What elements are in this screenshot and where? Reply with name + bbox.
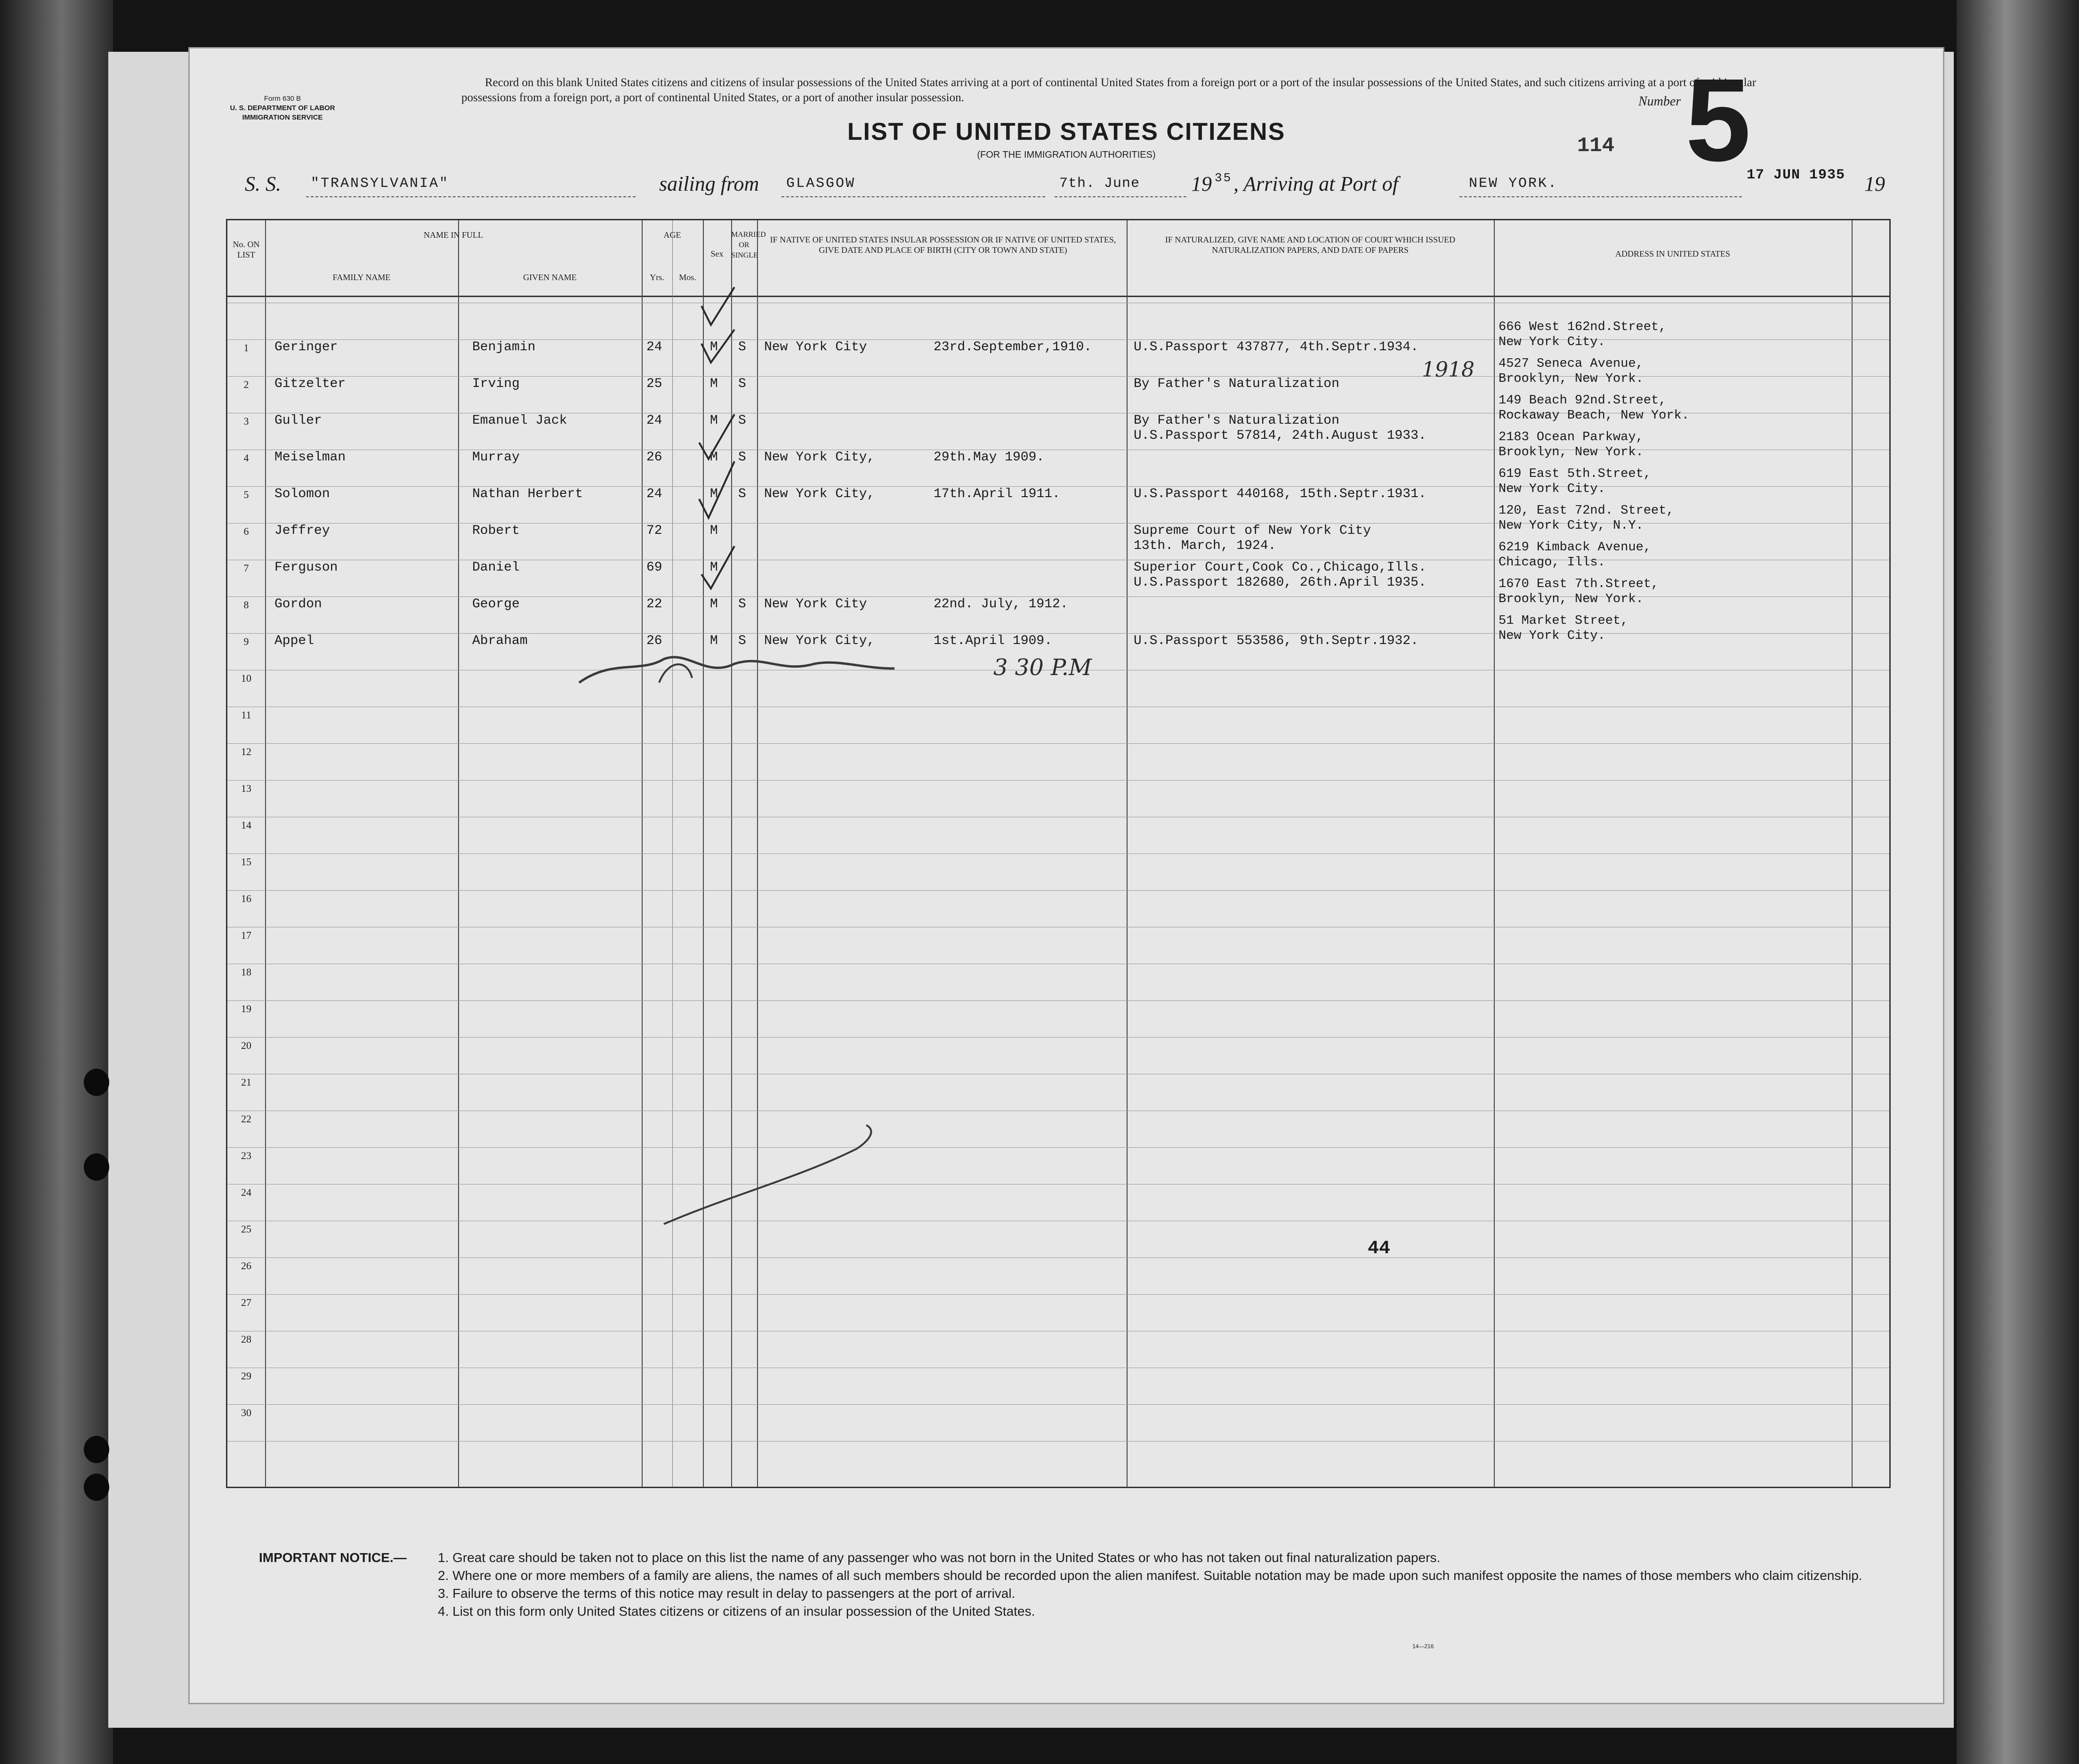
family-name-cell: Solomon <box>274 487 330 501</box>
birth-place-cell: New York City, <box>764 450 875 465</box>
year-suffix: 35 <box>1215 171 1233 185</box>
port-to-underline <box>1459 172 1742 197</box>
notice-item: 4. List on this form only United States citizens or citizens of an insular possession of the United States. <box>438 1604 1035 1619</box>
sex-cell: M <box>710 413 718 428</box>
birth-place-cell: New York City, <box>764 634 875 648</box>
manifest-page <box>188 47 1944 1704</box>
punch-hole <box>84 1436 109 1463</box>
birth-date-cell: 29th.May 1909. <box>934 450 1045 465</box>
birth-date-cell: 17th.April 1911. <box>934 487 1060 501</box>
age-cell: 25 <box>646 377 662 391</box>
sex-cell: M <box>710 597 718 612</box>
marital-status-cell: S <box>738 377 746 391</box>
scan-border-right <box>1957 0 2079 1764</box>
address-cell: New York City. <box>1499 629 1605 643</box>
family-name-cell: Jeffrey <box>274 524 330 538</box>
address-cell: Rockaway Beach, New York. <box>1499 409 1690 423</box>
age-cell: 26 <box>646 634 662 648</box>
row-number: 23 <box>241 1150 251 1161</box>
address-cell: New York City. <box>1499 335 1605 349</box>
given-name-cell: Robert <box>472 524 520 538</box>
row-rule <box>227 1037 1889 1038</box>
year-end: 19 <box>1864 172 1885 195</box>
row-number: 30 <box>241 1407 251 1418</box>
naturalization-cell: Superior Court,Cook Co.,Chicago,Ills. <box>1134 560 1426 575</box>
header-mos: Mos. <box>679 273 696 282</box>
row-number: 24 <box>241 1186 251 1198</box>
row-number: 7 <box>243 562 249 574</box>
address-cell: 619 East 5th.Street, <box>1499 467 1652 481</box>
page-number: 44 <box>1368 1238 1391 1259</box>
sex-cell: M <box>710 634 718 648</box>
row-number: 28 <box>241 1333 251 1345</box>
header-no-on-list: No. ON LIST <box>233 240 260 259</box>
punch-hole <box>84 1474 109 1501</box>
family-name-cell: Meiselman <box>274 450 346 465</box>
sex-cell: M <box>710 377 718 391</box>
row-number: 11 <box>241 709 251 721</box>
row-number: 2 <box>243 379 249 390</box>
notice-label: IMPORTANT NOTICE.— <box>259 1550 407 1565</box>
row-number: 12 <box>241 746 251 757</box>
sex-cell: M <box>710 487 718 501</box>
address-cell: 2183 Ocean Parkway, <box>1499 430 1644 444</box>
given-name-cell: Murray <box>472 450 520 465</box>
row-number: 22 <box>241 1113 251 1125</box>
row-number: 19 <box>241 1003 251 1015</box>
header-rule <box>227 296 1889 297</box>
address-cell: 120, East 72nd. Street, <box>1499 504 1674 518</box>
birth-place-cell: New York City, <box>764 487 875 501</box>
row-number: 13 <box>241 782 251 794</box>
header-address: ADDRESS IN UNITED STATES <box>1615 249 1731 258</box>
row-number: 16 <box>241 893 251 904</box>
ss-label: S. S. <box>245 172 281 195</box>
row-number: 10 <box>241 672 251 684</box>
birth-date-cell: 23rd.September,1910. <box>934 340 1092 354</box>
given-name-cell: Benjamin <box>472 340 536 354</box>
port-to: NEW YORK. <box>1469 176 1558 192</box>
row-number: 8 <box>243 599 249 611</box>
given-name-cell: Nathan Herbert <box>472 487 583 501</box>
stamp-number: 114 <box>1577 134 1615 158</box>
birth-place-cell: New York City <box>764 597 867 612</box>
marital-status-cell: S <box>738 340 746 354</box>
naturalization-cell: U.S.Passport 440168, 15th.Septr.1931. <box>1134 487 1426 501</box>
header-family-name: FAMILY NAME <box>332 273 391 282</box>
given-name-cell: Daniel <box>472 560 520 575</box>
row-rule <box>227 1294 1889 1295</box>
age-cell: 24 <box>646 413 662 428</box>
age-cell: 22 <box>646 597 662 612</box>
row-number: 20 <box>241 1039 251 1051</box>
year-prefix: 19 <box>1191 172 1212 195</box>
marital-status-cell: S <box>738 597 746 612</box>
header-sex: Sex <box>710 249 724 258</box>
service-name: IMMIGRATION SERVICE <box>242 113 323 121</box>
row-rule <box>227 743 1889 744</box>
handwritten-year: 1918 <box>1422 358 1475 382</box>
row-number: 21 <box>241 1076 251 1088</box>
age-cell: 72 <box>646 524 662 538</box>
family-name-cell: Gordon <box>274 597 322 612</box>
row-number: 17 <box>241 929 251 941</box>
address-cell: 6219 Kimback Avenue, <box>1499 540 1652 555</box>
punch-hole <box>84 1069 109 1096</box>
header-yrs: Yrs. <box>650 273 664 282</box>
given-name-cell: George <box>472 597 520 612</box>
sailing-date: 7th. June <box>1059 176 1140 192</box>
form-code: 14—216 <box>1412 1643 1434 1650</box>
header-age: AGE <box>663 230 681 240</box>
header-married-single: MARRIED OR SINGLE <box>731 231 766 259</box>
address-cell: 666 West 162nd.Street, <box>1499 320 1667 334</box>
birth-date-cell: 1st.April 1909. <box>934 634 1053 648</box>
form-instructions: Record on this blank United States citizens and citizens of insular possessions of the United States arriving at a port of continental United States from a foreign port or a port of the insular possessions of the United States, and such citizens arriving at a port of said insular possessions from a foreign port, a port of continental United States, or a port of another insular possession. <box>461 76 1757 104</box>
given-name-cell: Irving <box>472 377 520 391</box>
sex-cell: M <box>710 560 718 575</box>
date-underline <box>1055 172 1186 197</box>
row-number: 1 <box>243 342 249 354</box>
address-cell: Brooklyn, New York. <box>1499 372 1644 386</box>
given-name-cell: Abraham <box>472 634 528 648</box>
sailing-label: sailing from <box>659 172 759 195</box>
sex-cell: M <box>710 340 718 354</box>
naturalization-cell-line2: 13th. March, 1924. <box>1134 539 1276 553</box>
page-subtitle: (FOR THE IMMIGRATION AUTHORITIES) <box>977 150 1156 160</box>
family-name-cell: Gitzelter <box>274 377 346 391</box>
sex-cell: M <box>710 450 718 465</box>
row-rule <box>227 1441 1889 1442</box>
voyage-line <box>245 167 1907 200</box>
address-cell: 1670 East 7th.Street, <box>1499 577 1659 591</box>
department-name: U. S. DEPARTMENT OF LABOR <box>230 104 335 112</box>
manifest-table <box>226 219 1891 1488</box>
age-cell: 24 <box>646 340 662 354</box>
marital-status-cell: S <box>738 450 746 465</box>
ship-name: "TRANSYLVANIA" <box>311 176 450 192</box>
row-rule <box>227 1147 1889 1148</box>
number-label: Number <box>1638 94 1681 109</box>
naturalization-cell: Supreme Court of New York City <box>1134 524 1371 538</box>
handwritten-time: 3 30 P.M <box>993 654 1092 681</box>
list-number: 5 <box>1685 54 1751 185</box>
notice-item: 3. Failure to observe the terms of this notice may result in delay to passengers at the port of arrival. <box>438 1586 1015 1601</box>
family-name-cell: Geringer <box>274 340 338 354</box>
naturalization-cell-line2: U.S.Passport 182680, 26th.April 1935. <box>1134 575 1426 590</box>
header-birth: IF NATIVE OF UNITED STATES INSULAR POSSESSION OR IF NATIVE OF UNITED STATES, GIVE DATE AND PLACE OF BIRTH (CITY OR TOWN AND STATE) <box>770 235 1116 255</box>
row-number: 4 <box>243 452 249 464</box>
sex-cell: M <box>710 524 718 538</box>
marital-status-cell: S <box>738 487 746 501</box>
naturalization-cell: U.S.Passport 437877, 4th.Septr.1934. <box>1134 340 1418 354</box>
row-number: 29 <box>241 1370 251 1382</box>
naturalization-cell: U.S.Passport 553586, 9th.Septr.1932. <box>1134 634 1418 648</box>
arriving-label: , Arriving at Port of <box>1233 172 1398 195</box>
address-cell: 149 Beach 92nd.Street, <box>1499 394 1667 408</box>
row-rule <box>227 780 1889 781</box>
header-given-name: GIVEN NAME <box>523 273 577 282</box>
age-cell: 24 <box>646 487 662 501</box>
arrival-date-stamp: 17 JUN 1935 <box>1747 167 1845 183</box>
marital-status-cell: S <box>738 634 746 648</box>
naturalization-cell: By Father's Naturalization <box>1134 413 1339 428</box>
ship-underline <box>306 172 636 197</box>
address-cell: Chicago, Ills. <box>1499 556 1605 570</box>
notice-item: 2. Where one or more members of a family are aliens, the names of all such members should be recorded upon the alien manifest. Suitable notation may be made upon such manifest opposite the names of those members who claim citizenship. <box>438 1568 1862 1583</box>
family-name-cell: Guller <box>274 413 322 428</box>
row-number: 5 <box>243 489 249 500</box>
family-name-cell: Ferguson <box>274 560 338 575</box>
row-number: 14 <box>241 819 251 831</box>
row-rule <box>227 1257 1889 1258</box>
row-number: 18 <box>241 966 251 978</box>
age-cell: 26 <box>646 450 662 465</box>
family-name-cell: Appel <box>274 634 314 648</box>
notice-list <box>438 1549 1921 1620</box>
birth-date-cell: 22nd. July, 1912. <box>934 597 1068 612</box>
row-rule <box>227 890 1889 891</box>
page-title: LIST OF UNITED STATES CITIZENS <box>847 118 1286 145</box>
header-naturalized: IF NATURALIZED, GIVE NAME AND LOCATION OF COURT WHICH ISSUED NATURALIZATION PAPERS, AND DATE OF PAPERS <box>1165 235 1456 255</box>
row-number: 15 <box>241 856 251 868</box>
row-number: 25 <box>241 1223 251 1235</box>
port-from-underline <box>782 172 1045 197</box>
header-name-in-full: NAME IN FULL <box>424 230 483 240</box>
form-number: Form 630 B <box>264 95 301 103</box>
naturalization-cell-line2: U.S.Passport 57814, 24th.August 1933. <box>1134 428 1426 443</box>
address-cell: 4527 Seneca Avenue, <box>1499 357 1644 371</box>
birth-place-cell: New York City <box>764 340 867 354</box>
address-cell: Brooklyn, New York. <box>1499 592 1644 606</box>
row-number: 26 <box>241 1260 251 1272</box>
address-cell: Brooklyn, New York. <box>1499 445 1644 459</box>
port-from: GLASGOW <box>786 176 856 192</box>
address-cell: 51 Market Street, <box>1499 614 1628 628</box>
row-number: 9 <box>243 636 249 647</box>
row-rule <box>227 1404 1889 1405</box>
marital-status-cell: S <box>738 413 746 428</box>
row-number: 6 <box>243 525 249 537</box>
address-cell: New York City, N.Y. <box>1499 519 1644 533</box>
notice-item: 1. Great care should be taken not to place on this list the name of any passenger who was not born in the United States or who has not taken out final naturalization papers. <box>438 1550 1441 1565</box>
row-number: 27 <box>241 1297 251 1308</box>
address-cell: New York City. <box>1499 482 1605 496</box>
given-name-cell: Emanuel Jack <box>472 413 567 428</box>
row-number: 3 <box>243 415 249 427</box>
row-rule <box>227 1000 1889 1001</box>
naturalization-cell: By Father's Naturalization <box>1134 377 1339 391</box>
punch-hole <box>84 1153 109 1181</box>
age-cell: 69 <box>646 560 662 575</box>
